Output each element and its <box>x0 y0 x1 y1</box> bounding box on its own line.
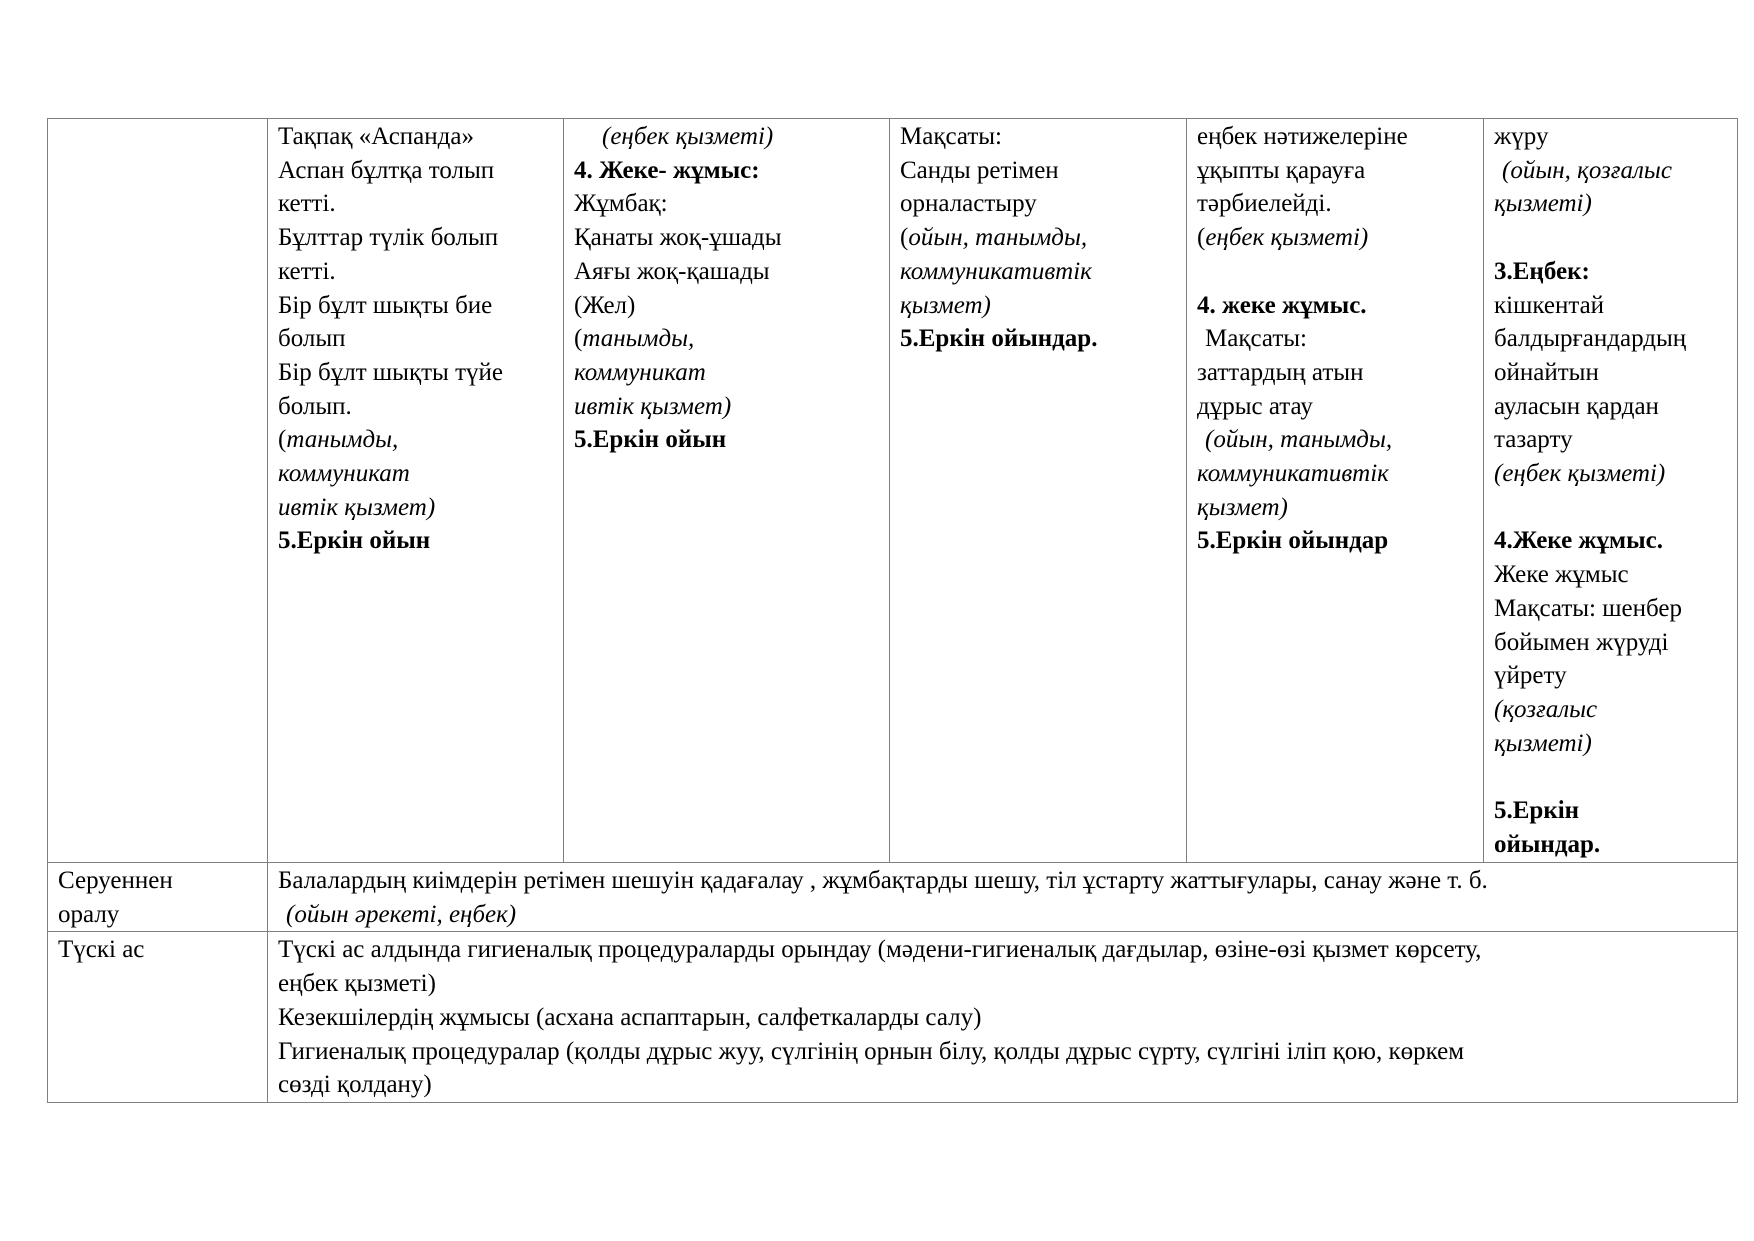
activity-note: (ойын әрекеті, еңбек) <box>286 900 517 928</box>
cell-line: үйрету <box>1494 662 1567 690</box>
cell-line: еңбек қызметі) <box>278 970 436 998</box>
cell-line: сөзді қолдану) <box>278 1071 432 1099</box>
activity-note: (ойын, танымды, <box>1205 426 1393 454</box>
cell-line: болып. <box>278 392 352 420</box>
cell-line: тәрбиелейді. <box>1197 190 1332 218</box>
cell-line: Аспан бұлтқа толып <box>278 156 495 184</box>
table-cell-col3 <box>564 119 890 863</box>
table-row <box>48 119 1738 863</box>
row-label <box>48 932 268 1103</box>
activity-note: ивтік қызмет) <box>574 392 732 420</box>
cell-line: дұрыс атау <box>1197 392 1313 420</box>
blank-line <box>1494 221 1727 255</box>
table-cell-col6 <box>1484 119 1738 863</box>
cell-line: орналастыру <box>900 190 1037 218</box>
row-label-text: Түскі ас <box>58 936 145 964</box>
cell-line <box>900 221 1176 255</box>
activity-note: ойын, танымды, <box>908 224 1088 252</box>
paren: ( <box>1197 224 1206 252</box>
cell-line: Аяғы жоқ-қашады <box>574 257 770 285</box>
activity-note: (еңбек қызметі) <box>602 123 774 150</box>
cell-line: жүру <box>1494 123 1549 150</box>
activity-note: қызметі) <box>1494 190 1592 218</box>
paren: ( <box>278 426 287 454</box>
activity-note: қызмет) <box>900 291 991 319</box>
activity-note: танымды, <box>286 426 399 454</box>
cell-line: кетті. <box>278 190 336 218</box>
paren: ( <box>574 325 583 353</box>
activity-note: коммуникативтік <box>1197 460 1389 488</box>
empty-label-cell <box>48 119 268 863</box>
cell-line: Жеке жұмыс <box>1494 561 1629 589</box>
paren: ( <box>900 224 909 252</box>
cell-line: Тақпақ «Аспанда» <box>278 123 474 150</box>
activity-note: қызмет) <box>1197 493 1288 521</box>
cell-line: Жұмбақ: <box>574 190 668 218</box>
activity-note: коммуникативтік <box>900 257 1092 285</box>
row-label-text: оралу <box>58 900 120 928</box>
cell-line <box>574 322 879 356</box>
cell-line: Балалардың киімдерін ретімен шешуін қадағалау , жұмбақтарды шешу, тіл ұстарту жаттығулары, санау және т. б. <box>278 867 1488 894</box>
cell-line: бойымен жүруді <box>1494 628 1669 656</box>
cell-line: Бір бұлт шықты бие <box>278 291 493 319</box>
section-heading: 5.Еркін ойын <box>574 426 727 454</box>
cell-line: болып <box>278 325 346 353</box>
cell-line <box>278 423 553 457</box>
row-content <box>268 863 1738 932</box>
row-content <box>268 932 1738 1103</box>
section-heading: 5.Еркін <box>1494 797 1580 825</box>
row-label-text: Серуеннен <box>58 867 173 894</box>
cell-line: Гигиеналық процедуралар (қолды дұрыс жуу, сүлгінің орнын білу, қолды дұрыс сүрту, сүлгіні іліп қою, көркем <box>278 1037 1465 1065</box>
blank-line <box>1197 255 1473 289</box>
cell-line: Бұлттар түлік болып <box>278 224 499 252</box>
activity-note: қызметі) <box>1494 729 1592 757</box>
activity-note: (ойын, қозғалыс <box>1502 156 1672 184</box>
cell-line: Мақсаты: <box>1205 325 1307 353</box>
cell-line: Кезекшілердің жұмысы (асхана аспаптарын, салфеткаларды салу) <box>278 1003 982 1031</box>
section-heading: 4.Жеке жұмыс. <box>1494 527 1663 555</box>
table-row <box>48 863 1738 932</box>
cell-line: кішкентай <box>1494 291 1605 319</box>
section-heading: 3.Еңбек: <box>1494 257 1590 285</box>
cell-line <box>1197 221 1473 255</box>
row-label <box>48 863 268 932</box>
activity-note: (еңбек қызметі) <box>1494 460 1666 488</box>
cell-line: ұқыпты қарауға <box>1197 156 1366 184</box>
cell-line: заттардың атын <box>1197 358 1364 386</box>
blank-line <box>1494 760 1727 794</box>
section-heading: 5.Еркін ойындар <box>1197 527 1389 555</box>
activity-note: ивтік қызмет) <box>278 493 436 521</box>
cell-line: ойнайтын <box>1494 358 1599 386</box>
schedule-table <box>47 118 1738 1103</box>
cell-line: еңбек нәтижелеріне <box>1197 123 1408 150</box>
blank-line <box>1494 491 1727 525</box>
activity-note: коммуникат <box>574 358 706 386</box>
cell-line: кетті. <box>278 257 336 285</box>
activity-note: танымды, <box>582 325 695 353</box>
cell-line: Қанаты жоқ-ұшады <box>574 224 782 252</box>
table-cell-col4 <box>890 119 1187 863</box>
section-heading: ойындар. <box>1494 830 1601 858</box>
cell-line: ауласын қардан <box>1494 392 1659 420</box>
cell-line: балдырғандардың <box>1494 325 1687 353</box>
section-heading: 4. Жеке- жұмыс: <box>574 156 760 184</box>
section-heading: 5.Еркін ойындар. <box>900 325 1098 353</box>
cell-line: Бір бұлт шықты түйе <box>278 358 503 386</box>
table-cell-col2 <box>268 119 564 863</box>
cell-line: Түскі ас алдында гигиеналық процедураларды орындау (мәдени-гигиеналық дағдылар, өзіне-өзі қызмет көрсету, <box>278 936 1482 964</box>
table-cell-col5 <box>1187 119 1484 863</box>
activity-note: коммуникат <box>278 460 410 488</box>
cell-line: (Жел) <box>574 291 636 319</box>
section-heading: 4. жеке жұмыс. <box>1197 291 1367 319</box>
section-heading: 5.Еркін ойын <box>278 527 431 555</box>
activity-note: (қозғалыс <box>1494 695 1598 723</box>
cell-line: Мақсаты: шенбер <box>1494 594 1682 622</box>
table-row <box>48 932 1738 1103</box>
cell-line: Мақсаты: <box>900 123 1002 150</box>
cell-line: тазарту <box>1494 426 1573 454</box>
activity-note: еңбек қызметі) <box>1205 224 1369 252</box>
cell-line: Санды ретімен <box>900 156 1059 184</box>
